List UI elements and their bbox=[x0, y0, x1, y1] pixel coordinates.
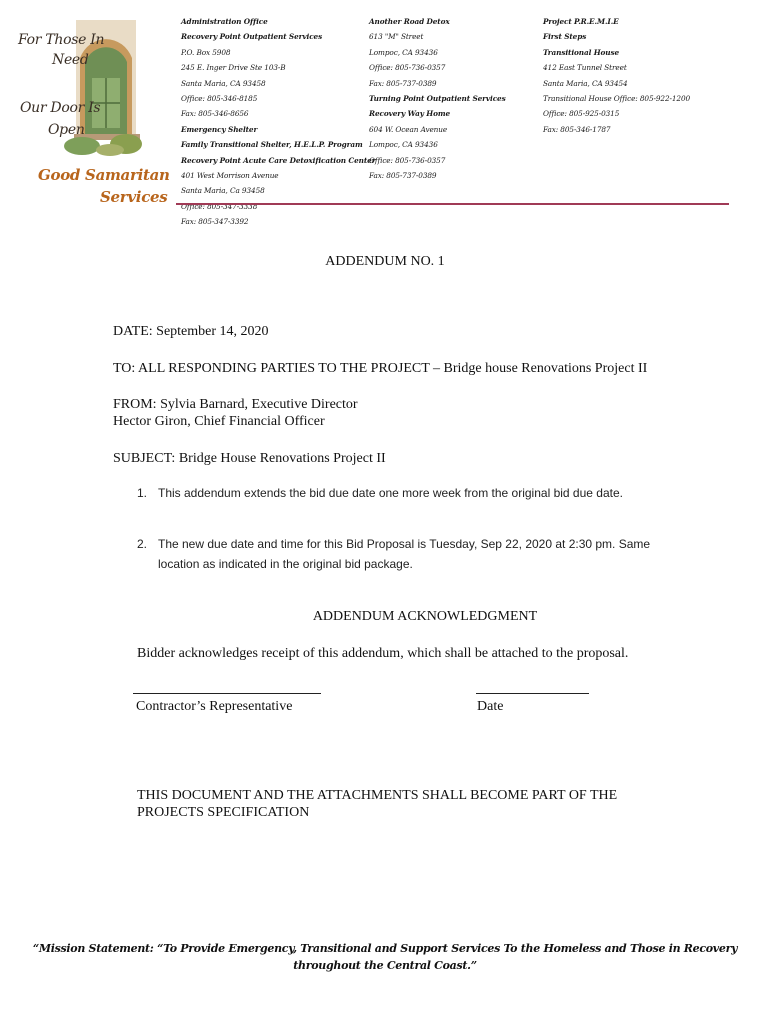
letterhead-line: Administration Office bbox=[181, 17, 268, 26]
letterhead-line: 412 East Tunnel Street bbox=[543, 63, 627, 73]
letterhead-col-admin bbox=[181, 14, 375, 230]
letterhead-line: Office: 805-736-0357 bbox=[369, 155, 446, 165]
letterhead-line: Fax: 805-346-1787 bbox=[543, 124, 611, 134]
mission-line-2: throughout the Central Coast.” bbox=[293, 959, 477, 972]
subject-line: SUBJECT: Bridge House Renovations Project II bbox=[113, 451, 386, 466]
letterhead-line: Lompoc, CA 93436 bbox=[369, 47, 438, 57]
letterhead-line: Transitional House bbox=[543, 47, 620, 57]
logo-brand-name: Good Samaritan bbox=[38, 166, 170, 184]
logo-text-line: Our Door Is bbox=[20, 100, 101, 116]
logo-brand-services: Services bbox=[100, 188, 168, 206]
date-signature-line bbox=[476, 693, 589, 694]
footer-notice-2: PROJECTS SPECIFICATION bbox=[137, 805, 310, 820]
acknowledgment-title: ADDENDUM ACKNOWLEDGMENT bbox=[312, 609, 538, 624]
letterhead-line: Recovery Point Outpatient Services bbox=[181, 32, 323, 42]
letterhead-line: Fax: 805-737-0389 bbox=[369, 78, 437, 88]
letterhead-line: Another Road Detox bbox=[369, 17, 450, 26]
letterhead-line: Recovery Way Home bbox=[369, 109, 451, 119]
letterhead-line: Transitional House Office: 805-922-1200 bbox=[543, 94, 691, 104]
letterhead-line: Turning Point Outpatient Services bbox=[369, 94, 506, 104]
from-line-2: Hector Giron, Chief Financial Officer bbox=[113, 414, 325, 429]
item-2-number: 2. bbox=[137, 537, 148, 551]
letterhead-line: Fax: 805-347-3392 bbox=[181, 217, 249, 227]
contractor-rep-label: Contractor’s Representative bbox=[136, 699, 293, 714]
logo-text-line: For Those In bbox=[18, 32, 105, 48]
letterhead-line: Family Transitional Shelter, H.E.L.P. Program bbox=[181, 140, 363, 150]
letterhead-line: Santa Maria, Ca 93458 bbox=[181, 186, 265, 196]
letterhead-line: Office: 805-346-8185 bbox=[181, 94, 258, 104]
letterhead-line: Santa Maria, CA 93454 bbox=[543, 78, 628, 88]
letterhead-line: Fax: 805-737-0389 bbox=[369, 171, 437, 181]
item-2-text: The new due date and time for this Bid Proposal is Tuesday, Sep 22, 2020 at 2:30 pm. Same bbox=[158, 537, 651, 551]
letterhead-line: Office: 805-736-0357 bbox=[369, 63, 446, 73]
to-line: TO: ALL RESPONDING PARTIES TO THE PROJECT – Bridge house Renovations Project II bbox=[113, 361, 648, 376]
letterhead-line: Recovery Point Acute Care Detoxification Center bbox=[181, 155, 376, 165]
mission-statement bbox=[0, 940, 770, 974]
footer-notice: THIS DOCUMENT AND THE ATTACHMENTS SHALL BECOME PART OF THE bbox=[137, 788, 618, 803]
letterhead-divider bbox=[176, 203, 729, 205]
letterhead-line: 245 E. Inger Drive Ste 103-B bbox=[181, 63, 286, 73]
letterhead-line: Lompoc, CA 93436 bbox=[369, 140, 438, 150]
letterhead-line: 604 W. Ocean Avenue bbox=[369, 124, 448, 134]
letterhead-line: Project P.R.E.M.I.E bbox=[543, 17, 619, 26]
letterhead-line: P.O. Box 5908 bbox=[181, 47, 231, 57]
date-line: DATE: September 14, 2020 bbox=[113, 324, 269, 339]
letterhead-line: Santa Maria, CA 93458 bbox=[181, 78, 266, 88]
letterhead-line: Fax: 805-346-8656 bbox=[181, 109, 249, 119]
logo-text-line: Open bbox=[48, 122, 85, 138]
letterhead-line: Office: 805-347-3338 bbox=[181, 201, 258, 211]
logo-text-line: Need bbox=[52, 52, 89, 68]
date-label: Date bbox=[477, 699, 504, 714]
item-2-text-cont: location as indicated in the original bid package. bbox=[158, 557, 413, 571]
mission-line-1: “Mission Statement: “To Provide Emergency, Transitional and Support Services To the Homeless and Those in Recovery bbox=[32, 942, 738, 955]
from-line: FROM: Sylvia Barnard, Executive Director bbox=[113, 397, 358, 412]
letterhead-line: Emergency Shelter bbox=[181, 124, 258, 134]
letterhead-col-lompoc bbox=[369, 14, 506, 183]
contractor-signature-line bbox=[133, 693, 321, 694]
item-1-number: 1. bbox=[137, 486, 148, 500]
letterhead-line: Office: 805-925-0315 bbox=[543, 109, 620, 119]
letterhead-line: First Steps bbox=[543, 32, 587, 42]
addendum-title: ADDENDUM NO. 1 bbox=[325, 254, 445, 269]
letterhead-line: 613 "M" Street bbox=[369, 32, 424, 42]
letterhead-line: 401 West Morrison Avenue bbox=[181, 171, 279, 181]
acknowledgment-text: Bidder acknowledges receipt of this addendum, which shall be attached to the proposal. bbox=[137, 646, 629, 661]
item-1-text: This addendum extends the bid due date one more week from the original bid due date. bbox=[158, 486, 623, 500]
good-samaritan-logo bbox=[14, 18, 170, 213]
letterhead-col-santa-maria bbox=[543, 14, 690, 137]
